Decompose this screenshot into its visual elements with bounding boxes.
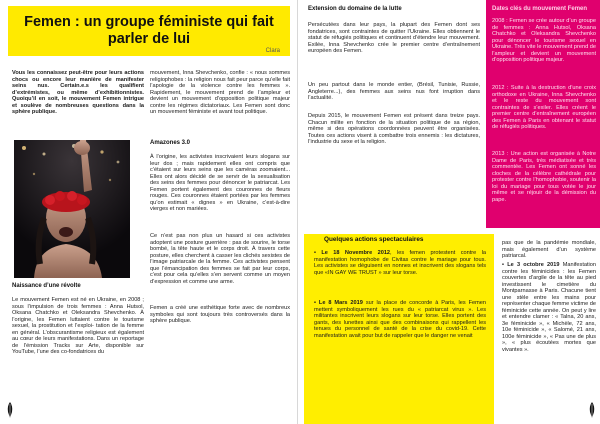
section-extension-text: Persécutées dans leur pays, la plupart des Femen dont ses fondatrices, sont contraintes de quitter l’Ukraine. Elles obtiennent le statut de réfugiés politiques et continuent d’étendre leur mouvement. Exilée, Inna Shevchenko crée le premier centre d’entraînement européen des Femen. (308, 22, 480, 54)
action-2012-text: • Le 18 Novembre 2012, les femen protestent contre la manifestation homophobe de Civitas contre le mariage pour tous. Les activistes se déguisent en nonnes et inscrivent des slogans tels que «IN GAY WE TRUST » sur leur torse. (314, 250, 486, 276)
key-date-2013: 2013 : Une action est organisée à Notre Dame de Paris, très médiatisée et très commentée. Les Femen ont sonné les cloches de la célèbre cathédrale pour protester contre l’homophobie, soutenir la loi du mariage pour tous votée le jour même et se réjouir de la démission du pape. (492, 151, 596, 203)
left-page (0, 0, 298, 424)
article-intro: Vous les connaissez peut-être pour leurs actions chocs ou encore leur manière de manifester seins nus. Certain.e.s les qualifient d’extrémistes, ou même d’exhibitionnistes. Quoiqu’il en soit, le mouvement Femen intrigue et soulève de nombreuses questions dans la sphère publique. (12, 70, 144, 115)
feather-icon (588, 402, 596, 418)
author-name: Clara (265, 48, 280, 54)
action-2019-oct-date: Le 3 octobre 2019 (507, 262, 560, 268)
section-amazones-text-2: Ce n’est pas non plus un hasard si ces activistes adoptent une posture guerrière : pas de sourire, le torse bombé, la tête haute et le corps droit. À travers cette posture, elles cherchent à casser les clichés sexistes de l’image patriarcale de la femme. Ces activistes pensent que l’émancipation des femmes se fait par leur corps, c’est pour cela qu’elles s’en servent comme un moyen d’expression et comme une arme. (150, 233, 290, 285)
section-amazones-text-3: Femen a créé une esthétique forte avec de nombreux symboles qui sont toujours très controversés dans la sphère publique. (150, 305, 290, 324)
section-extension-text-2: Un peu partout dans le monde entier, (Brésil, Tunisie, Russie, Angleterre...), des femmes aux seins nus font irruption dans l’actualité. (308, 82, 480, 101)
title-box (8, 6, 290, 56)
section-extension-text-3: Depuis 2015, le mouvement Femen est présent dans treize pays. Chacun milite en fonction de la situation politique de sa région, même si des opérations coordonnées peuvent être organisées. Toutes ces actions visent à combattre trois ennemis : les dictatures, l’industrie du sexe et la religion. (308, 113, 480, 145)
actions-box (304, 234, 494, 424)
article-title: Femen : un groupe féministe qui fait parler de lui (24, 14, 274, 47)
action-2019-mars-date: Le 8 Mars 2019 (318, 300, 363, 306)
section-amazones-text: À l’origine, les activistes inscrivaient leurs slogans sur leur dos ; mais rapidement elles ont compris que c’étaient sur leurs seins que les caméras zoomaient... Elles ont alors décidé de se servir de la sexualisation des seins des femmes pour dénoncer le patriarcat. Les Femen portent également des couronnes de fleurs rouges. Ces couronnes étaient portées par les femmes qu’on estimait « dignes » en Ukraine, c’est-à-dire vierges et non mariées. (150, 154, 290, 212)
key-date-2012: 2012 : Suite à la destruction d’une croix orthodoxe en Ukraine, Inna Shevchenko et le reste du mouvement sont contraintes de s’exiler. Elles créent le premier centre d’entraînement européen des Femen à Paris en obtenant le statut de réfugiés politiques. (492, 85, 596, 130)
key-date-2008: 2008 : Femen se crée autour d’un groupe de femmes : Anna Hutsol, Oksana Chatchko et Oleksandra Shevchenko pour dénoncer le tourisme sexuel en Ukraine. Très vite le mouvement prend de l’ampleur et devient un mouvement d’opposition politique majeur. (492, 18, 596, 63)
action-column2-text: pas que de la pandémie mondiale, mais également d’un système patriarcal. (502, 240, 596, 259)
key-dates-box (486, 0, 600, 228)
right-page (302, 0, 600, 424)
section-heading-amazones: Amazones 3.0 (150, 140, 191, 146)
feather-icon (6, 402, 14, 418)
protest-photo-image (14, 140, 130, 278)
key-dates-heading: Dates clés du mouvement Femen (492, 6, 588, 12)
action-2019-mars-text: • Le 8 Mars 2019 sur la place de concorde à Paris, les Femen mettent symboliquement les rues du « patriarcat virus ». Les militantes inscrivent leurs slogans sur leur torse. Elles portent des gants, des lunettes ainsi que des combinaisons qui rappellent les tenues du personnel de santé de la crise du covid-19. Cette manifestation avait pour but de rappeler que le danger ne venait (314, 300, 487, 339)
section-heading-birth: Naissance d’une révolte (12, 283, 81, 289)
action-2019-oct-text: • Le 3 octobre 2019 Manifestation contre les féminicides : les Femen couvertes d’argile de la tête au pied investissent le cimetière du Montparnasse à Paris. Chacune tient une stèle entre les mains pour représenter chaque femme victime de féminicide cette année. On peut y lire et entendre clamer : « Talna, 20 ans, 3e féminicide », « Michèle, 72 ans, 10e féminicide », « Salomé, 21 ans, 100e féminicide », « Pas une de plus », « plus écoutées mortes que vivantes ». (502, 262, 597, 353)
column2-intro-text: mouvement, Inna Shevchenko, confie : « nous sommes religiophobes : la religion nous fait peur parce qu’elle fait l’apologie de la violence contre les femmes ». Rapidement, le mouvement prend de l’ampleur et devient un mouvement d’opposition politique majeur contre les régimes dictatoriaux. Les Femen sont donc un mouvement féministe et avant tout politique. (150, 70, 290, 115)
action-2019-mars-body: sur la place de concorde à Paris, les Femen mettent symboliquement les rues du « patriarcat virus ». Les militantes inscrivent leurs slogans sur leur torse. Elles portent des gants, des lunettes ainsi que des combinaisons qui rappellent les tenues du personnel de santé de la crise du covid-19. Cette manifestation avait pour but de rappeler que le danger ne venait (314, 300, 487, 339)
section-birth-text: Le mouvement Femen est né en Ukraine, en 2008 ; sous l’impulsion de trois femmes : Anna Hutsol, Oksana Chatchko et Oleksandra Shevchenko. À l’origine, les Femen luttaient contre le tourisme sexuel, la prostitution et l’exploi- tation de la femme en général. L’obscurantisme religieux est également au cœur de leurs manifestations. Dans un reportage de l’émission Tracks sur Arte, disponible sur YouTube, l’une des co-fondatrices du (12, 297, 144, 355)
action-2012-date: Le 18 Novembre 2012 (321, 250, 391, 256)
action-2019-oct-body: Manifestation contre les féminicides : les Femen couvertes d’argile de la tête au pied investissent le cimetière du Montparnasse à Paris. Chacune tient une stèle entre les mains pour représenter chaque femme victime de féminicide cette année. On peut y lire et entendre clamer : « Talna, 20 ans, 3e féminicide », « Michèle, 72 ans, 10e féminicide », « Salomé, 21 ans, 100e féminicide », « Pas une de plus », « plus écoutées mortes que vivantes ». (502, 262, 597, 353)
section-heading-extension: Extension du domaine de la lutte (308, 6, 402, 12)
action-2012-body: , les femen protestent contre la manifestation homophobe de Civitas contre le mariage pour tous. Les activistes se déguisent en nonnes et inscrivent des slogans tels que «IN GAY WE TRUST » sur leur torse. (314, 250, 486, 276)
protest-photo (14, 140, 130, 278)
actions-heading: Quelques actions spectaculaires (324, 236, 424, 243)
